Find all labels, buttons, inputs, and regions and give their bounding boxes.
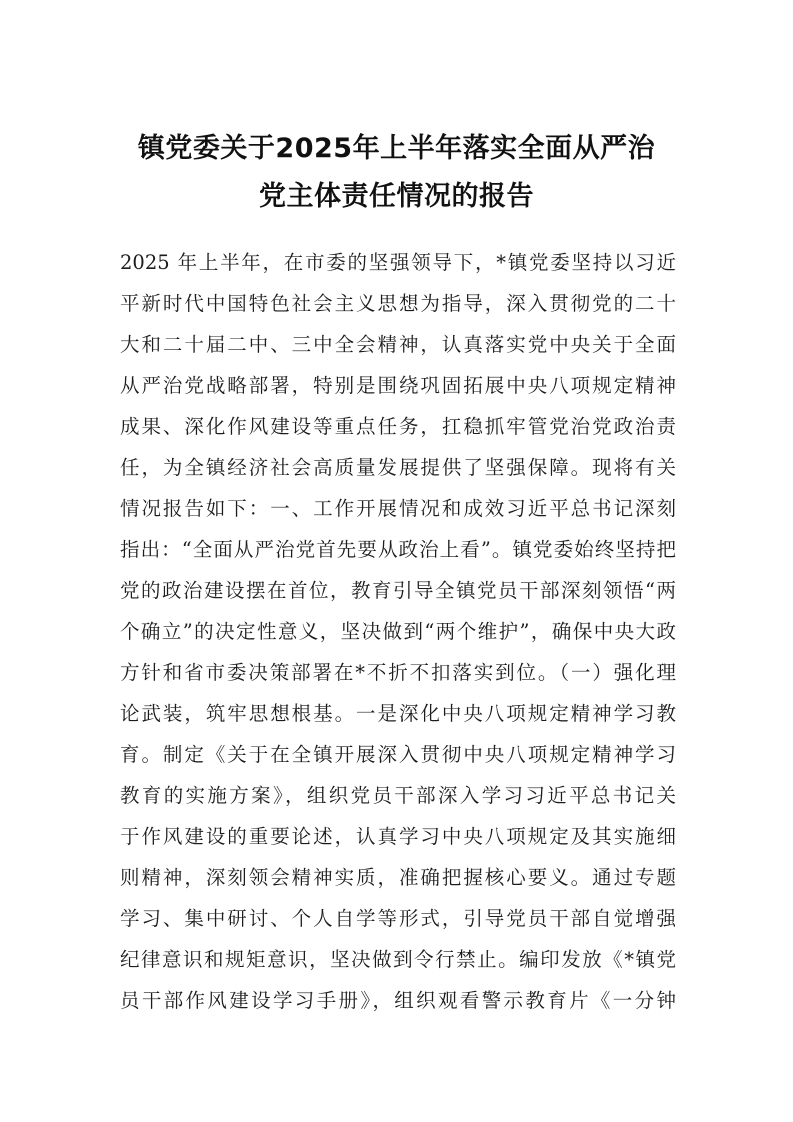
- body-line: 育。制定《关于在全镇开展深入贯彻中央八项规定精神学习: [120, 743, 676, 766]
- body-line: 个确立”的决定性意义，坚决做到“两个维护”，确保中央大政: [120, 620, 676, 643]
- body-line: 党的政治建设摆在首位，教育引导全镇党员干部深刻领悟“两: [120, 579, 676, 602]
- body-line: 于作风建设的重要论述，认真学习中央八项规定及其实施细: [120, 825, 676, 848]
- document-title-line-1: 镇党委关于2025年上半年落实全面从严治: [137, 133, 656, 164]
- document-body: [120, 242, 676, 1021]
- body-line: 大和二十届二中、三中全会精神，认真落实党中央关于全面: [120, 333, 676, 356]
- body-line: 教育的实施方案》，组织党员干部深入学习习近平总书记关: [120, 784, 676, 807]
- document-title-line-2: 党主体责任情况的报告: [259, 181, 534, 212]
- body-line: 论武装，筑牢思想根基。一是深化中央八项规定精神学习教: [120, 702, 676, 725]
- body-line: 员干部作风建设学习手册》，组织观看警示教育片《一分钟: [120, 989, 676, 1012]
- body-line: 方针和省市委决策部署在*不折不扣落实到位。（一）强化理: [120, 661, 676, 684]
- body-line: 纪律意识和规矩意识，坚决做到令行禁止。编印发放《*镇党: [120, 948, 676, 971]
- body-line: 则精神，深刻领会精神实质，准确把握核心要义。通过专题: [120, 866, 676, 889]
- body-line: 学习、集中研讨、个人自学等形式，引导党员干部自觉增强: [120, 907, 676, 930]
- body-line: 情况报告如下：一、工作开展情况和成效习近平总书记深刻: [120, 497, 676, 520]
- body-line: 从严治党战略部署，特别是围绕巩固拓展中央八项规定精神: [120, 374, 676, 397]
- body-line: 平新时代中国特色社会主义思想为指导，深入贯彻党的二十: [120, 292, 676, 315]
- body-line: 2025 年上半年，在市委的坚强领导下，*镇党委坚持以习近: [120, 251, 676, 274]
- body-line: 成果、深化作风建设等重点任务，扛稳抓牢管党治党政治责: [120, 415, 676, 438]
- body-line: 任，为全镇经济社会高质量发展提供了坚强保障。现将有关: [120, 456, 676, 479]
- body-line: 指出：“全面从严治党首先要从政治上看”。镇党委始终坚持把: [120, 538, 676, 561]
